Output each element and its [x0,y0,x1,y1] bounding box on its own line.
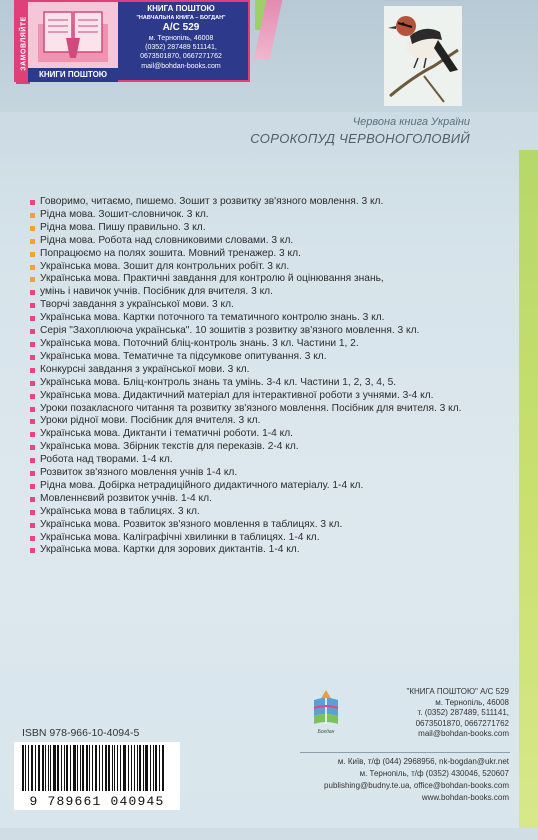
list-item-continuation: умінь і навичок учнів. Посібник для вчителя. 3 кл. [30,286,490,299]
barcode-bar [70,745,71,791]
books-icon [36,8,110,64]
list-item: Українська мова. Дидактичний матеріал для інтерактивної роботи з учнями. 3-4 кл. [30,390,490,403]
contact-line: publishing@budny.te.ua, office@bohdan-books.com [324,781,509,791]
list-item: Рідна мова. Зошит-словничок. 3 кл. [30,209,490,222]
barcode-bar [64,745,65,791]
list-item: Уроки рідної мови. Посібник для вчителя. 3 кл. [30,415,490,428]
bottom-strip [0,828,538,840]
barcode-bar [57,745,59,791]
publisher-logo-name: Богдан [317,729,335,735]
barcode-bar [86,745,88,791]
barcode-bar [25,745,26,791]
list-item: Українська мова. Зошит для контрольних робіт. 3 кл. [30,261,490,274]
barcode-bar [120,745,122,791]
list-item: Рідна мова. Пишу правильно. 3 кл. [30,222,490,235]
barcode-bar [77,745,78,791]
book-list [30,196,490,557]
list-item: Серія "Захоплююча українська". 10 зошитів з розвитку зв'язного мовлення. 3 кл. [30,325,490,338]
barcode-bar [82,745,84,791]
stamp-phone-2: 0673501870, 0667271762 [140,53,222,60]
list-item: Мовленнєвий розвиток учнів. 1-4 кл. [30,493,490,506]
stamp-details [108,2,248,80]
contact-line: м. Київ, т/ф (044) 2968956, nk-bogdan@ukr.net [337,757,509,766]
barcode-bar [155,745,157,791]
list-item: Українська мова в таблицях. 3 кл. [30,506,490,519]
list-item: Конкурсні завдання з української мови. 3 кл. [30,364,490,377]
publisher-contacts [380,687,509,740]
barcode-bar [143,745,144,791]
list-item: Українська мова. Розвиток зв'язного мовлення в таблицях. 3 кл. [30,519,490,532]
barcode-bar [53,745,56,791]
contact-line: м. Тернопіль, т/ф (0352) 430046, 520607 [359,769,509,779]
list-item: Українська мова. Практичні завдання для контролю й оцінювання знань, [30,273,490,286]
barcode-bar [28,745,29,791]
barcode-bar [92,745,93,791]
list-item: Розвиток зв'язного мовлення учнів 1-4 кл. [30,467,490,480]
stamp-title: КНИГА ПОШТОЮ [147,4,215,13]
barcode-bar [66,745,68,791]
contact-line: "КНИГА ПОШТОЮ" А/С 529 [406,687,509,696]
barcode-bar [99,745,100,791]
barcode-bar [137,745,138,791]
contact-line: www.bohdan-books.com [421,793,509,803]
list-item: Уроки позакласного читання та розвитку зв'язного мовлення. Посібник для вчителя. 3 кл. [30,403,490,416]
contacts-divider [300,752,510,753]
isbn-number: ISBN 978-966-10-4094-5 [22,727,140,739]
barcode-bar [61,745,62,791]
barcode-bar [73,745,76,791]
contact-line: м. Тернопіль, 46008 [435,697,509,707]
barcode-bar [89,745,90,791]
stamp-subtitle: "НАВЧАЛЬНА КНИГА – БОГДАН" [136,15,226,21]
stamp-po-box: А/С 529 [162,22,200,33]
barcode-bar [108,745,110,791]
list-item: Рідна мова. Добірка нетрадиційного дидактичного матеріалу. 1-4 кл. [30,480,490,493]
barcode-bar [22,745,24,791]
list-item: Українська мова. Поточний бліц-контроль знань. 3 кл. Частини 1, 2. [30,338,490,351]
barcode-bar [139,745,141,791]
stamp-phone-1: (0352) 287489 511141, [145,44,217,51]
stamp-email: mail@bohdan-books.com [141,63,221,70]
barcode-bar [153,745,154,791]
barcode-bar [31,745,34,791]
stamp-logo-label: КНИГИ ПОШТОЮ [28,68,118,82]
list-item: Українська мова. Тематичне та підсумкове опитування. 3 кл. [30,351,490,364]
barcode-bar [35,745,36,791]
barcode-bar [105,745,107,791]
list-item: Українська мова. Збірник текстів для переказів. 2-4 кл. [30,441,490,454]
list-item: Робота над творами. 1-4 кл. [30,454,490,467]
list-item: Рідна мова. Робота над словниковими словами. 3 кл. [30,235,490,248]
contact-line: mail@bohdan-books.com [418,729,509,739]
list-item: Творчі завдання з української мови. 3 кл. [30,299,490,312]
list-item: Українська мова. Каліграфічні хвилинки в таблицях. 1-4 кл. [30,532,490,545]
barcode-bar [95,745,98,791]
species-name: СОРОКОПУД ЧЕРВОНОГОЛОВИЙ [250,131,470,146]
green-edge-strip [519,150,538,840]
barcode-bar [159,745,160,791]
barcode-bar [123,745,126,791]
barcode-bar [42,745,44,791]
barcode-bar [80,745,81,791]
contact-line: 0673501870, 0667271762 [415,718,509,728]
contact-line: т. (0352) 287489, 511141, [417,708,509,718]
barcode-bar [128,745,129,791]
list-item: Українська мова. Картки поточного та тематичного контролю знань. 3 кл. [30,312,490,325]
barcode-bar [162,745,164,791]
barcode [22,745,170,791]
publisher-logo-icon [306,686,346,730]
bird-illustration [384,6,462,106]
barcode-bar [38,745,40,791]
barcode-bar [112,745,113,791]
stamp-logo [28,2,118,79]
barcode-bar [150,745,151,791]
office-contacts [300,756,509,804]
list-item: Попрацюємо на полях зошита. Мовний тренажер. 3 кл. [30,248,490,261]
barcode-bar [48,745,49,791]
mail-order-stamp [14,0,250,82]
barcode-digits: 9 789661 040945 [29,794,165,809]
barcode-bar [134,745,135,791]
red-book-caption: Червона книга України [352,116,470,128]
list-item: Українська мова. Диктанти і тематичні роботи. 1-4 кл. [30,428,490,441]
barcode-bar [145,745,148,791]
barcode-bar [131,745,133,791]
stamp-city: м. Тернопіль, 46008 [148,35,214,42]
barcode-bar [114,745,115,791]
shrike-bird-icon [384,6,462,106]
stamp-side-text: ЗАМОВЛЯЙТЕ [20,16,28,71]
barcode-bar [117,745,118,791]
list-item: Українська мова. Бліц-контроль знань та умінь. 3-4 кл. Частини 1, 2, 3, 4, 5. [30,377,490,390]
list-item: Українська мова. Картки для зорових диктантів. 1-4 кл. [30,544,490,557]
barcode-bar [45,745,46,791]
barcode-bar [50,745,51,791]
barcode-bar [102,745,103,791]
list-item: Говоримо, читаємо, пишемо. Зошит з розвитку зв'язного мовлення. 3 кл. [30,196,490,209]
